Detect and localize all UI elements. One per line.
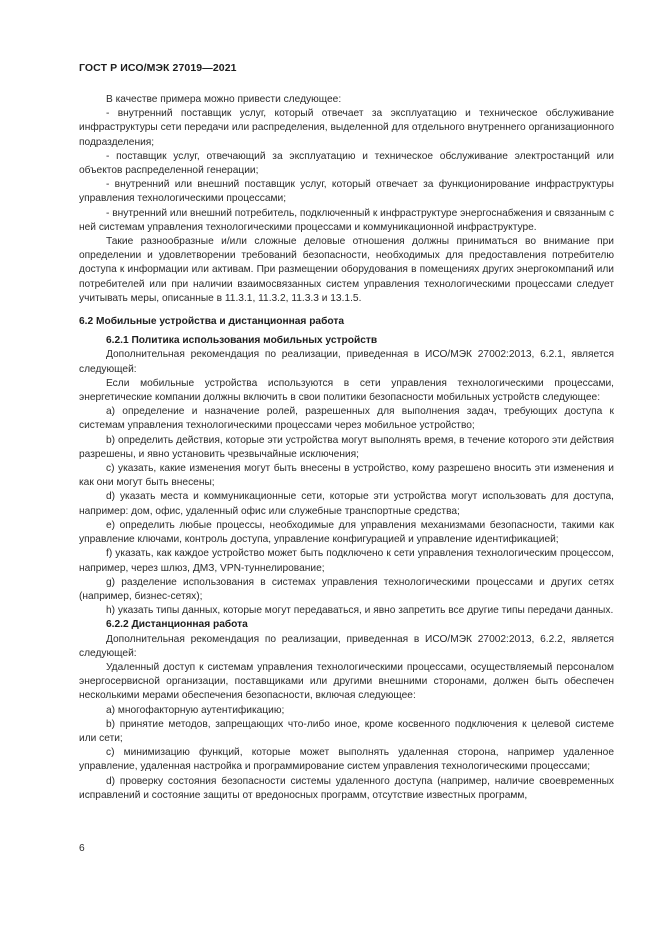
list-item: a) определение и назначение ролей, разрешенных для выполнения задач, требующих доступа к системам управления технологическими процессами через мобильное устройство;: [79, 406, 614, 432]
page-number: 6: [79, 843, 85, 854]
paragraph: Дополнительная рекомендация по реализации, приведенная в ИСО/МЭК 27002:2013, 6.2.2, является следующей:: [79, 633, 614, 659]
list-item: f) указать, как каждое устройство может быть подключено к сети управления технологическим процессом, например, через шлюз, ДМЗ, VPN-туннелирование;: [79, 548, 614, 574]
intro-block: [79, 93, 614, 306]
subsection-6-2-1-body: [79, 348, 614, 618]
paragraph: - поставщик услуг, отвечающий за эксплуатацию и техническое обслуживание электростанций или объектов распределенной генерации;: [79, 150, 614, 177]
paragraph: Если мобильные устройства используются в сети управления технологическими процессами, энергетические компании должны включить в свои политики безопасности мобильных устройств следующее:: [79, 377, 614, 404]
list-item: c) указать, какие изменения могут быть внесены в устройство, кому разрешено вносить эти изменения и как они могут быть внесены;: [79, 463, 614, 489]
list-item: c) минимизацию функций, которые может выполнять удаленная сторона, например удаленное управление, удаленная настройка и программирование систем управления технологическими процессами;: [79, 747, 614, 773]
list-item: g) разделение использования в системах управления технологическими процессами и других сетях (например, бизнес-сетях);: [79, 576, 614, 602]
paragraph: Удаленный доступ к системам управления технологическими процессами, осуществляемый персоналом энергосервисной организации, поставщиками или другими внешними сторонами, должен быть обеспечен несколькими мерами обеспечения безопасности, включая следующее:: [79, 661, 614, 702]
subsection-heading-6-2-1: 6.2.1 Политика использования мобильных устройств: [106, 335, 378, 347]
document-header: ГОСТ Р ИСО/МЭК 27019—2021: [79, 62, 237, 74]
paragraph: Дополнительная рекомендация по реализации, приведенная в ИСО/МЭК 27002:2013, 6.2.1, является следующей:: [79, 349, 614, 375]
subsection-6-2-2-body: [79, 633, 614, 803]
list-item: b) определить действия, которые эти устройства могут выполнять время, в течение которого эти действия разрешены, и явно установить чрезвычайные исключения;: [79, 434, 614, 460]
paragraph: - внутренний или внешний поставщик услуг, который отвечает за функционирование инфраструктуры управления технологическими процессами;: [79, 179, 614, 205]
paragraph: - внутренний поставщик услуг, который отвечает за эксплуатацию и техническое обслуживание инфраструктуры сети передачи или распределения, выделенной для отдельного внутреннего организационного подразделения;: [79, 108, 614, 148]
list-item: b) принятие методов, запрещающих что-либо иное, кроме косвенного подключения к целевой системе или сети;: [79, 718, 614, 744]
paragraph: В качестве примера можно привести следующее:: [106, 94, 342, 105]
list-item: a) многофакторную аутентификацию;: [106, 704, 285, 716]
subsection-heading-6-2-2: 6.2.2 Дистанционная работа: [106, 619, 248, 631]
list-item: e) определить любые процессы, необходимые для управления механизмами безопасности, такими как управление ключами, контроль доступа, управление конфигурацией и управление идентификацией;: [79, 519, 614, 546]
list-item: d) указать места и коммуникационные сети, которые эти устройства могут использовать для доступа, например: дом, офис, удаленный офис или служебные транспортные средства;: [79, 491, 614, 517]
list-item: h) указать типы данных, которые могут передаваться, и явно запретить все другие типы передачи данных.: [106, 605, 614, 617]
page-body: [79, 93, 614, 803]
list-item: d) проверку состояния безопасности системы удаленного доступа (например, наличие своевременных исправлений и состояние защиты от вредоносных программ, отсутствие известных программ,: [79, 775, 614, 801]
paragraph: Такие разнообразные и/или сложные деловые отношения должны приниматься во внимание при определении и удовлетворении требований безопасности, необходимых для предоставления потребителю доступа к информации или активам. При размещении оборудования в помещениях других энергокомпаний или потребителей или при наличии взаимосвязанных систем управления технологическими процессами следует учитывать меры, описанные в 11.3.1, 11.3.2, 11.3.3 и 13.1.5.: [79, 236, 614, 304]
section-heading-6-2: 6.2 Мобильные устройства и дистанционная работа: [79, 316, 344, 328]
paragraph: - внутренний или внешний потребитель, подключенный к инфраструктуре энергоснабжения и связанным с ней системам управления технологическими процессами и коммуникационной инфраструктуре.: [79, 207, 614, 233]
